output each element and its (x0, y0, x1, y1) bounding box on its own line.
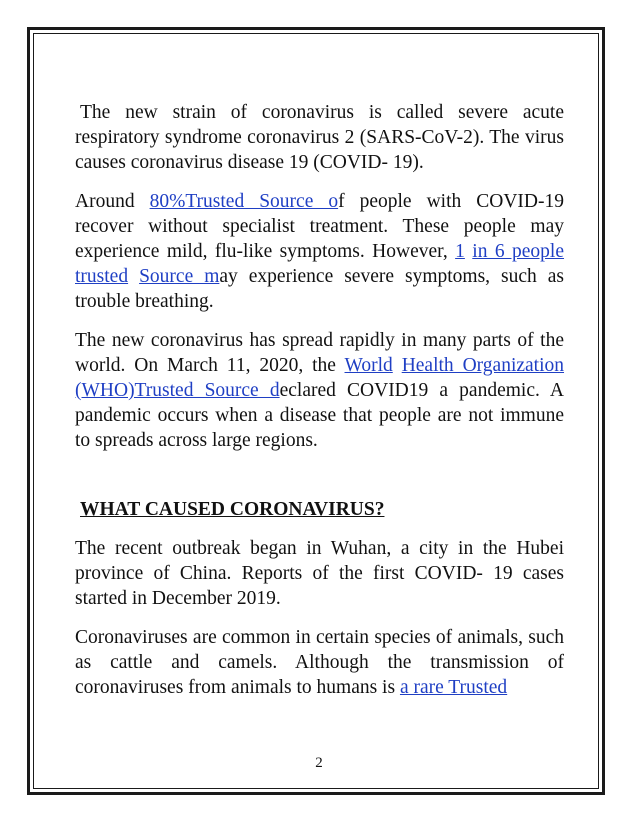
link-source[interactable]: Source m (139, 266, 220, 287)
paragraph-text: Around (75, 191, 150, 212)
trusted-source-link-80-percent[interactable]: 80%Trusted Source o (149, 191, 339, 212)
paragraph-text: f people with COVID-19 recover without specialist treatment. These people may experience mild, flu-like symptoms. However, (75, 191, 564, 262)
link-1[interactable]: 1 (455, 241, 465, 262)
paragraph-outbreak: The recent outbreak began in Wuhan, a city in the Hubei province of China. Reports of the first COVID- 19 cases started in December 2019. (75, 538, 564, 609)
paragraph-text: The new coronavirus has spread rapidly in many parts of the world. On March 11, 2020, the (75, 330, 564, 376)
link-world[interactable]: World (344, 355, 393, 376)
link-health-organization[interactable]: Health Organization (WHO)Trusted Source d (75, 355, 565, 401)
paragraph-pandemic (75, 328, 564, 453)
paragraph-text: eclared COVID19 a pandemic. A pandemic occurs when a disease that people are not immune to spreads across large regions. (75, 380, 564, 451)
link-a-rare-trusted[interactable]: a rare Trusted (399, 677, 508, 698)
document-body (75, 100, 564, 700)
paragraph-recovery (75, 189, 564, 314)
paragraph-animals (75, 625, 564, 700)
paragraph-text: Coronaviruses are common in certain species of animals, such as cattle and camels. Although the transmission of coronaviruses from animals to humans is (75, 627, 564, 698)
section-heading: WHAT CAUSED CORONAVIRUS? (80, 499, 385, 520)
page-number: 2 (315, 755, 323, 771)
paragraph-sars-cov-2: The new strain of coronavirus is called severe acute respiratory syndrome coronavirus 2 (SARS-CoV-2). The virus causes coronavirus disease 19 (COVID- 19). (75, 102, 564, 173)
paragraph-text: ay experience severe symptoms, such as trouble breathing. (75, 266, 565, 312)
link-in-6-people-trusted[interactable]: in 6 people trusted (75, 241, 565, 287)
